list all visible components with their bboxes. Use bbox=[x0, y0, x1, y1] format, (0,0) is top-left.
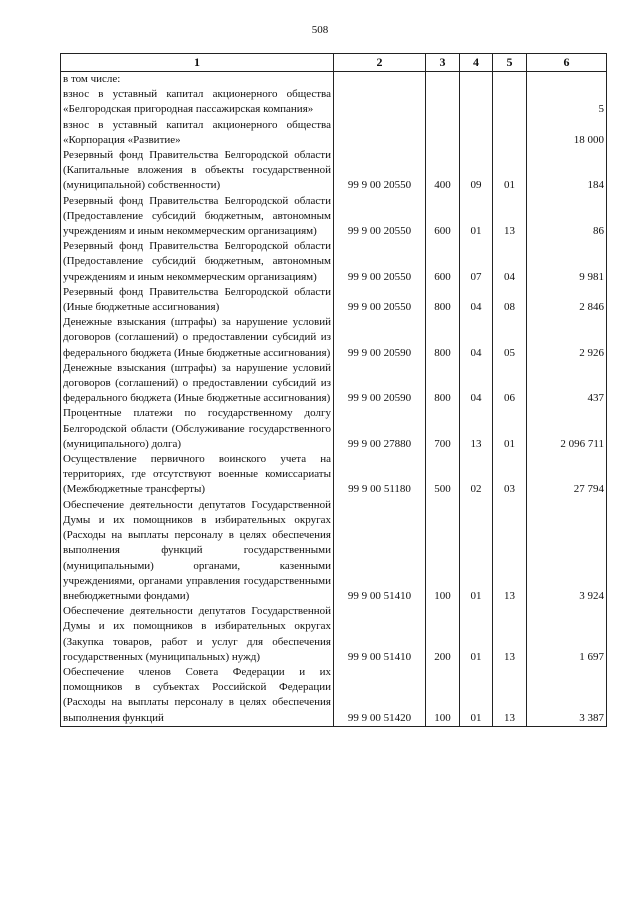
table-row bbox=[61, 315, 607, 361]
row-amount bbox=[527, 72, 607, 88]
row-expense-type: 500 bbox=[426, 452, 460, 498]
row-subsection: 01 bbox=[493, 148, 527, 194]
row-target-code: 99 9 00 20550 bbox=[334, 285, 426, 315]
row-amount: 2 846 bbox=[527, 285, 607, 315]
row-section: 04 bbox=[460, 315, 493, 361]
row-subsection bbox=[493, 72, 527, 88]
row-name: взнос в уставный капитал акционерного общества «Белгородская пригородная пассажирская компания» bbox=[61, 87, 334, 117]
row-amount: 86 bbox=[527, 194, 607, 240]
table-row bbox=[61, 665, 607, 726]
row-section: 01 bbox=[460, 498, 493, 604]
table-row bbox=[61, 361, 607, 407]
row-section: 02 bbox=[460, 452, 493, 498]
header-col-4: 4 bbox=[460, 54, 493, 72]
row-expense-type: 600 bbox=[426, 239, 460, 285]
row-subsection: 05 bbox=[493, 315, 527, 361]
header-col-6: 6 bbox=[527, 54, 607, 72]
row-subsection: 01 bbox=[493, 406, 527, 452]
row-name: Обеспечение членов Совета Федерации и их помощников в субъектах Российской Федерации (Расходы на выплаты персоналу в целях обеспечения выполнения функций bbox=[61, 665, 334, 726]
row-name: в том числе: bbox=[61, 72, 334, 88]
table-row bbox=[61, 406, 607, 452]
row-amount: 9 981 bbox=[527, 239, 607, 285]
row-expense-type: 800 bbox=[426, 361, 460, 407]
row-amount: 27 794 bbox=[527, 452, 607, 498]
header-col-2: 2 bbox=[334, 54, 426, 72]
row-target-code: 99 9 00 51180 bbox=[334, 452, 426, 498]
row-subsection: 03 bbox=[493, 452, 527, 498]
row-target-code bbox=[334, 87, 426, 117]
row-amount: 2 926 bbox=[527, 315, 607, 361]
row-amount: 1 697 bbox=[527, 604, 607, 665]
row-name: Процентные платежи по государственному долгу Белгородской области (Обслуживание государственного (муниципального) долга) bbox=[61, 406, 334, 452]
row-section: 01 bbox=[460, 194, 493, 240]
row-section bbox=[460, 87, 493, 117]
row-subsection: 08 bbox=[493, 285, 527, 315]
row-name: Резервный фонд Правительства Белгородской области (Иные бюджетные ассигнования) bbox=[61, 285, 334, 315]
row-target-code: 99 9 00 51410 bbox=[334, 498, 426, 604]
table-row bbox=[61, 452, 607, 498]
row-expense-type: 100 bbox=[426, 498, 460, 604]
row-amount: 3 924 bbox=[527, 498, 607, 604]
row-name: Денежные взыскания (штрафы) за нарушение условий договоров (соглашений) о предоставлении субсидий из федерального бюджета (Иные бюджетные ассигнования) bbox=[61, 315, 334, 361]
row-section: 13 bbox=[460, 406, 493, 452]
header-col-5: 5 bbox=[493, 54, 527, 72]
row-amount: 2 096 711 bbox=[527, 406, 607, 452]
row-name: Резервный фонд Правительства Белгородской области (Предоставление субсидий бюджетным, автономным учреждениям и иным некоммерческим организациям) bbox=[61, 239, 334, 285]
row-amount: 437 bbox=[527, 361, 607, 407]
header-row bbox=[61, 54, 607, 72]
page-number: 508 bbox=[311, 24, 329, 36]
row-name: взнос в уставный капитал акционерного общества «Корпорация «Развитие» bbox=[61, 118, 334, 148]
row-expense-type bbox=[426, 87, 460, 117]
row-name: Осуществление первичного воинского учета на территориях, где отсутствуют военные комиссариаты (Межбюджетные трансферты) bbox=[61, 452, 334, 498]
row-target-code: 99 9 00 20590 bbox=[334, 315, 426, 361]
row-target-code: 99 9 00 20590 bbox=[334, 361, 426, 407]
header-col-1: 1 bbox=[61, 54, 334, 72]
row-subsection bbox=[493, 87, 527, 117]
table-row bbox=[61, 285, 607, 315]
row-subsection: 13 bbox=[493, 498, 527, 604]
row-amount: 18 000 bbox=[527, 118, 607, 148]
table-row bbox=[61, 87, 607, 117]
row-expense-type: 800 bbox=[426, 285, 460, 315]
row-subsection: 04 bbox=[493, 239, 527, 285]
budget-table bbox=[60, 53, 607, 727]
row-amount: 3 387 bbox=[527, 665, 607, 726]
header-col-3: 3 bbox=[426, 54, 460, 72]
row-target-code: 99 9 00 27880 bbox=[334, 406, 426, 452]
table-row bbox=[61, 72, 607, 88]
row-expense-type: 100 bbox=[426, 665, 460, 726]
row-amount: 184 bbox=[527, 148, 607, 194]
row-name: Резервный фонд Правительства Белгородской области (Капитальные вложения в объекты государственной (муниципальной) собственности) bbox=[61, 148, 334, 194]
row-target-code: 99 9 00 51420 bbox=[334, 665, 426, 726]
table-row bbox=[61, 239, 607, 285]
row-subsection: 13 bbox=[493, 194, 527, 240]
row-name: Обеспечение деятельности депутатов Государственной Думы и их помощников в избирательных округах (Закупка товаров, работ и услуг для обеспечения государственных (муниципальных) нужд) bbox=[61, 604, 334, 665]
row-expense-type: 600 bbox=[426, 194, 460, 240]
table-row bbox=[61, 604, 607, 665]
row-section bbox=[460, 72, 493, 88]
row-expense-type: 800 bbox=[426, 315, 460, 361]
table-row bbox=[61, 498, 607, 604]
row-expense-type: 700 bbox=[426, 406, 460, 452]
row-section bbox=[460, 118, 493, 148]
row-target-code: 99 9 00 51410 bbox=[334, 604, 426, 665]
row-subsection: 13 bbox=[493, 665, 527, 726]
row-section: 04 bbox=[460, 285, 493, 315]
row-subsection: 06 bbox=[493, 361, 527, 407]
row-name: Обеспечение деятельности депутатов Государственной Думы и их помощников в избирательных округах (Расходы на выплаты персоналу в целях обеспечения выполнения функций государственными (муниципальными) органами, казенными учреждениями, органами управления государственными внебюджетными фондами) bbox=[61, 498, 334, 604]
row-target-code: 99 9 00 20550 bbox=[334, 194, 426, 240]
row-target-code bbox=[334, 118, 426, 148]
row-expense-type: 200 bbox=[426, 604, 460, 665]
table-row bbox=[61, 148, 607, 194]
table-row bbox=[61, 118, 607, 148]
row-expense-type bbox=[426, 72, 460, 88]
row-target-code: 99 9 00 20550 bbox=[334, 239, 426, 285]
row-subsection: 13 bbox=[493, 604, 527, 665]
row-amount: 5 bbox=[527, 87, 607, 117]
row-section: 09 bbox=[460, 148, 493, 194]
row-section: 01 bbox=[460, 665, 493, 726]
row-name: Денежные взыскания (штрафы) за нарушение условий договоров (соглашений) о предоставлении субсидий из федерального бюджета (Иные бюджетные ассигнования) bbox=[61, 361, 334, 407]
table-row bbox=[61, 194, 607, 240]
row-expense-type bbox=[426, 118, 460, 148]
row-subsection bbox=[493, 118, 527, 148]
row-target-code bbox=[334, 72, 426, 88]
row-name: Резервный фонд Правительства Белгородской области (Предоставление субсидий бюджетным, автономным учреждениям и иным некоммерческим организациям) bbox=[61, 194, 334, 240]
row-section: 04 bbox=[460, 361, 493, 407]
row-section: 07 bbox=[460, 239, 493, 285]
row-expense-type: 400 bbox=[426, 148, 460, 194]
row-target-code: 99 9 00 20550 bbox=[334, 148, 426, 194]
row-section: 01 bbox=[460, 604, 493, 665]
